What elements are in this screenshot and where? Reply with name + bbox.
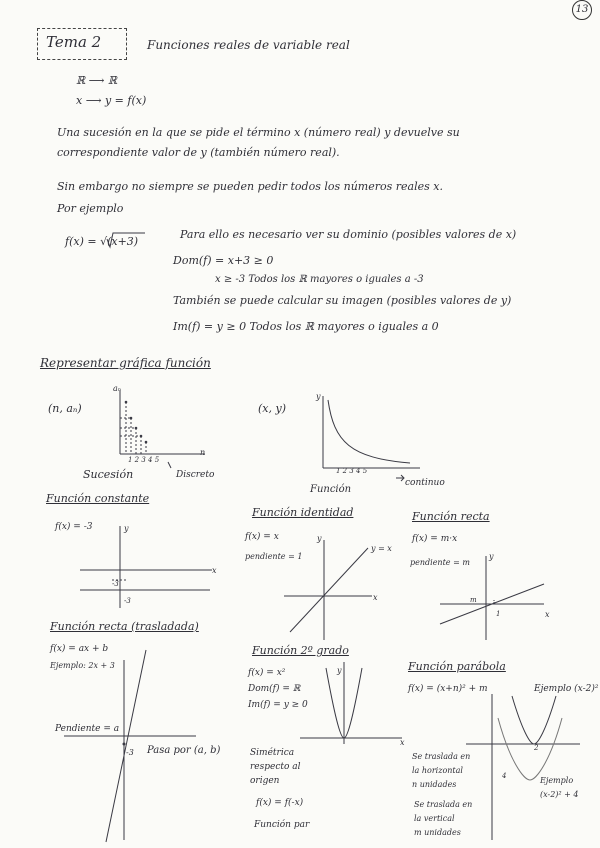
parab-curve-2 xyxy=(498,718,562,780)
example-line-3: x ≥ -3 Todos los ℝ mayores o iguales a -3 xyxy=(215,274,424,285)
function-note: continuo xyxy=(405,478,445,488)
example-function: f(x) = √(x+3) xyxy=(65,235,139,248)
grado2-note-3: origen xyxy=(250,776,280,786)
seq-dotted-points xyxy=(120,402,146,454)
parabola-formula: f(x) = (x+n)² + m xyxy=(408,684,488,694)
recta-one: 1 xyxy=(496,610,501,618)
parabola-example-2a: Ejemplo xyxy=(540,776,574,785)
function-caption: Función xyxy=(310,484,352,495)
grado2-formula-3: Im(f) = y ≥ 0 xyxy=(248,700,308,710)
identidad-line-label: y = x xyxy=(371,544,392,553)
parabola-note-4: Se traslada en xyxy=(414,800,473,809)
sequence-axis-x: n xyxy=(200,448,206,457)
example-line-2: Dom(f) = x+3 ≥ 0 xyxy=(173,254,274,267)
recta-axis-y: y xyxy=(489,552,494,561)
sequence-caption: Sucesión xyxy=(83,468,134,481)
recta-formula: f(x) = m·x xyxy=(412,534,458,544)
sequence-axis-y: aₙ xyxy=(113,384,122,393)
function-label: (x, y) xyxy=(258,402,286,415)
grado2-axis-y: y xyxy=(337,666,342,675)
parabola-note-3: n unidades xyxy=(412,780,457,789)
intro-line-1: Una sucesión en la que se pide el término x (número real) y devuelve su xyxy=(57,126,460,139)
identidad-formula: f(x) = x xyxy=(245,532,279,542)
grado2-formula-1: f(x) = x² xyxy=(248,668,286,678)
small-points xyxy=(123,401,148,746)
grado2-formula-2: Dom(f) = ℝ xyxy=(248,684,301,694)
intro-line-2: correspondiente valor de y (también número real). xyxy=(57,146,340,159)
parabola-note-6: m unidades xyxy=(414,828,461,837)
identidad-axis-y: y xyxy=(317,534,322,543)
identidad-axis-x: x xyxy=(373,593,378,602)
recta-slope: pendiente = m xyxy=(410,558,470,567)
function-axis-y: y xyxy=(316,392,321,401)
grado2-note-5: Función par xyxy=(254,820,310,830)
trasladada-slope: Pendiente = a xyxy=(55,724,120,734)
identidad-heading: Función identidad xyxy=(252,506,354,519)
trasladada-passes: Pasa por (a, b) xyxy=(147,745,221,756)
identidad-slope: pendiente = 1 xyxy=(245,552,303,561)
grado2-note-2: respecto al xyxy=(250,762,301,772)
grado2-note-4: f(x) = f(-x) xyxy=(256,798,304,808)
sequence-ticks: 1 2 3 4 5 xyxy=(128,456,160,464)
page-number: 13 xyxy=(572,0,592,20)
func-arrow xyxy=(396,475,404,481)
example-line-1: Para ello es necesario ver su dominio (posibles valores de x) xyxy=(180,228,517,241)
intro-line-4: Por ejemplo xyxy=(57,202,124,215)
grado2-heading: Función 2º grado xyxy=(252,644,349,657)
func-curve xyxy=(328,400,410,463)
parabola-vertex-4: 4 xyxy=(502,772,507,780)
parabola-heading: Función parábola xyxy=(408,660,506,673)
constante-val-1: -3 xyxy=(112,580,119,588)
sequence-note: Discreto xyxy=(176,470,215,480)
parabola-example-1: Ejemplo (x-2)² xyxy=(534,684,599,694)
trasladada-example: Ejemplo: 2x + 3 xyxy=(50,661,115,670)
tras-line xyxy=(106,650,146,842)
page-title: Funciones reales de variable real xyxy=(147,38,350,52)
tema-label: Tema 2 xyxy=(46,33,102,51)
constante-formula: f(x) = -3 xyxy=(55,522,93,532)
example-line-5: Im(f) = y ≥ 0 Todos los ℝ mayores o iguales a 0 xyxy=(173,320,439,333)
intro-line-3: Sin embargo no siempre se pueden pedir todos los números reales x. xyxy=(57,180,443,193)
constante-axis-x: x xyxy=(212,566,217,575)
parabola-note-1: Se traslada en xyxy=(412,752,471,761)
representation-heading: Representar gráfica función xyxy=(40,356,211,370)
recta-m: m xyxy=(470,596,477,604)
parabola-note-5: la vertical xyxy=(414,814,455,823)
constante-val-2: -3 xyxy=(124,597,131,605)
mapping-line-2: x ⟶ y = f(x) xyxy=(76,94,147,107)
function-ticks: 1 2 3 4 5 xyxy=(336,467,368,475)
sqrt-sign xyxy=(107,233,145,247)
grado2-note-1: Simétrica xyxy=(250,748,295,758)
example-line-4: También se puede calcular su imagen (posibles valores de y) xyxy=(173,294,512,307)
sequence-label: (n, aₙ) xyxy=(48,402,82,415)
parab-curve-1 xyxy=(512,696,556,744)
constante-heading: Función constante xyxy=(46,492,150,505)
recta-axis-x: x xyxy=(545,610,550,619)
trasladada-formula: f(x) = ax + b xyxy=(50,644,109,654)
seq-arrow xyxy=(168,462,171,468)
ident-line xyxy=(290,548,368,632)
parabola-example-2b: (x-2)² + 4 xyxy=(540,790,579,799)
trasladada-point-b: -3 xyxy=(126,748,134,757)
mapping-line-1: ℝ ⟶ ℝ xyxy=(76,74,118,87)
parabola-vertex-2: 2 xyxy=(534,744,539,752)
trasladada-heading: Función recta (trasladada) xyxy=(50,620,199,633)
grado2-axis-x: x xyxy=(400,738,405,747)
recta-heading: Función recta xyxy=(412,510,490,523)
constante-axis-y: y xyxy=(124,524,129,533)
parabola-note-2: la horizontal xyxy=(412,766,463,775)
